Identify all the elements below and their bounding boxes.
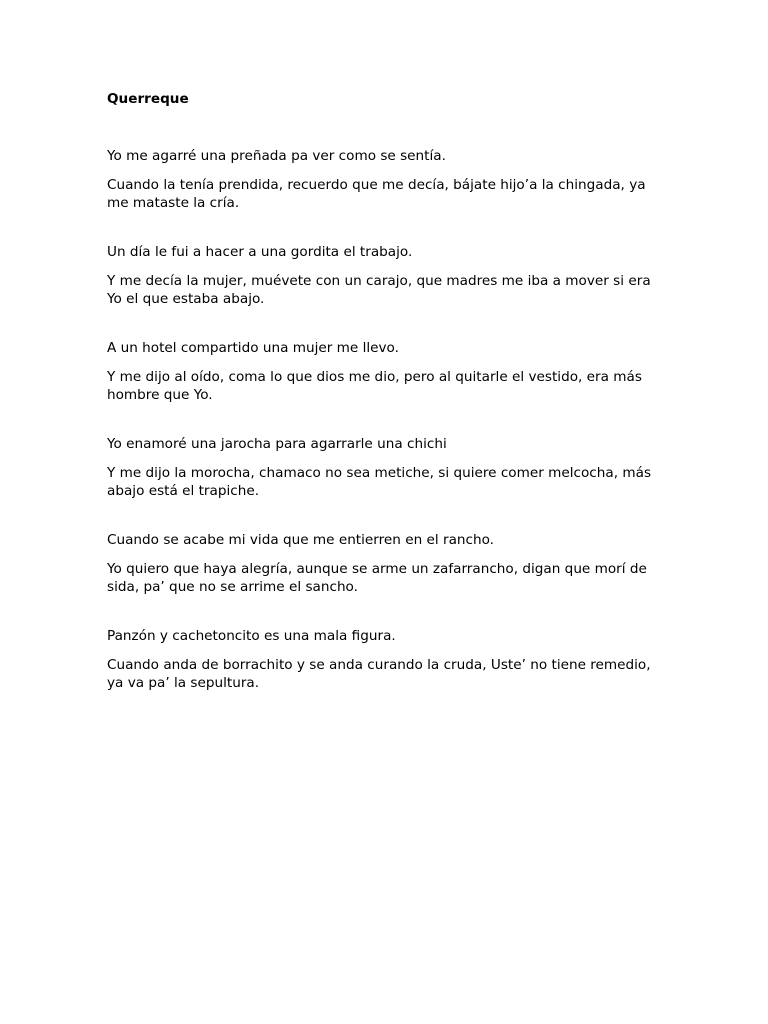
stanza-line: Yo me agarré una preñada pa ver como se sentía. [107, 148, 446, 164]
stanza-line: Y me dijo al oído, coma lo que dios me dio, pero al quitarle el vestido, era más hombre que Yo. [107, 369, 642, 403]
document-title: Querreque [107, 91, 189, 107]
stanza-line: Y me dijo la morocha, chamaco no sea metiche, si quiere comer melcocha, más abajo está el trapiche. [107, 465, 652, 499]
stanza-3 [107, 339, 668, 404]
stanza-6 [107, 627, 668, 692]
stanza-2 [107, 243, 668, 308]
stanza-line: Cuando anda de borrachito y se anda curando la cruda, Uste’ no tiene remedio, ya va pa’ la sepultura. [107, 657, 651, 691]
stanza-5 [107, 531, 668, 596]
stanza-line: Panzón y cachetoncito es una mala figura. [107, 628, 396, 644]
stanza-line: Cuando se acabe mi vida que me entierren en el rancho. [107, 532, 495, 548]
stanza-line: Un día le fui a hacer a una gordita el trabajo. [107, 244, 413, 260]
stanza-line: Yo enamoré una jarocha para agarrarle una chichi [107, 436, 447, 452]
stanza-line: Y me decía la mujer, muévete con un carajo, que madres me iba a mover si era Yo el que estaba abajo. [107, 273, 651, 307]
stanza-line: Cuando la tenía prendida, recuerdo que me decía, bájate hijo’a la chingada, ya me mataste la cría. [107, 177, 646, 211]
stanza-1 [107, 147, 668, 212]
stanza-line: A un hotel compartido una mujer me llevo. [107, 340, 399, 356]
stanza-line: Yo quiero que haya alegría, aunque se arme un zafarrancho, digan que morí de sida, pa’ que no se arrime el sancho. [107, 561, 647, 595]
stanza-4 [107, 435, 668, 500]
